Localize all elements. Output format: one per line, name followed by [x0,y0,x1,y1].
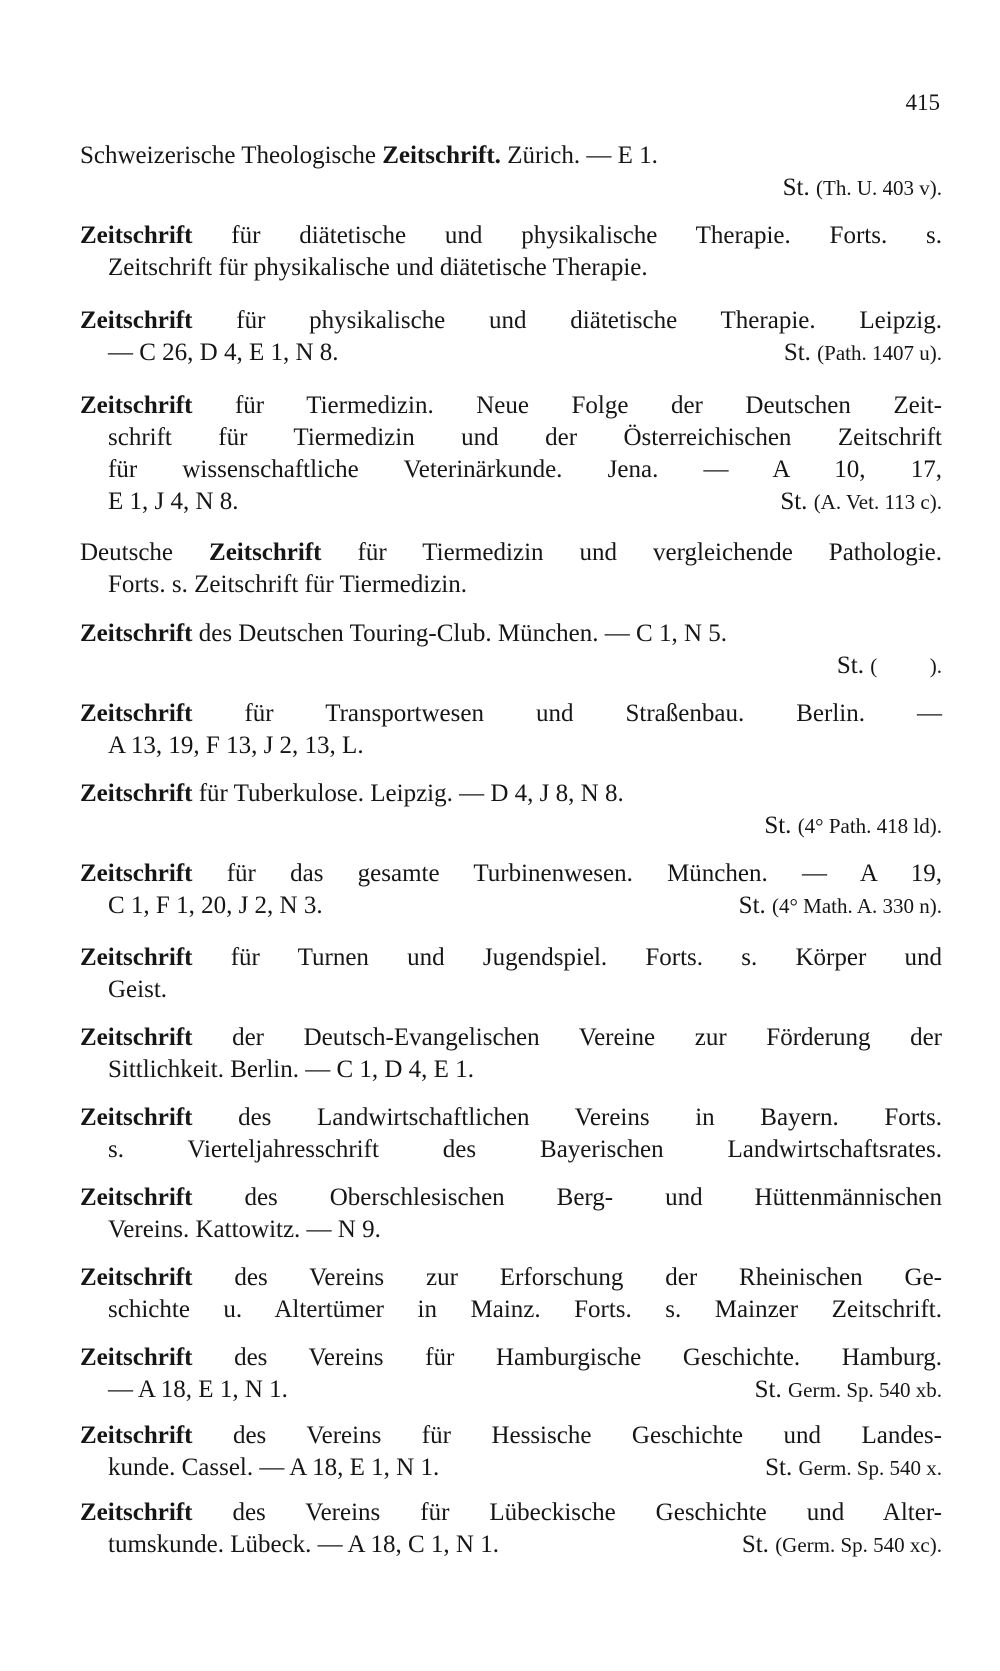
catalog-entry [80,618,942,682]
entry-holdings-line [80,1452,942,1484]
entry-continuation: A 13, 19, F 13, J 2, 13, L. [108,732,364,759]
shelfmark-prefix: St. [782,174,810,201]
entry-title-line [80,942,942,974]
entry-holdings-line [80,486,942,518]
shelfmark-prefix: St. [738,892,766,919]
entry-title-rest: des Oberschlesischen Berg- und Hüttenmännischen [192,1184,942,1211]
entry-keyword: Zeitschrift [209,539,322,566]
entry-title-line [80,537,942,569]
shelfmark: (4° Math. A. 330 n). [772,894,942,918]
catalog-entry [80,778,942,842]
entry-title-line [80,1102,942,1134]
catalog-entry [80,1420,942,1484]
shelfmark-group [780,486,942,518]
entry-continuation: Geist. [108,976,168,1003]
catalog-entry [80,1022,942,1086]
entry-continuation: schichte u. Altertümer in Mainz. Forts. s. Mainzer Zeitschrift. [108,1296,942,1323]
catalog-entry [80,1342,942,1406]
entry-title-line [80,1420,942,1452]
entry-title-rest: für Tuberkulose. Leipzig. — D 4, J 8, N 8. [192,780,624,807]
holdings-codes: kunde. Cassel. — A 18, E 1, N 1. [108,1454,440,1481]
entry-title-rest: für diätetische und physikalische Therapie. Forts. s. [192,222,942,249]
entry-title-line [80,778,942,810]
entry-title-line [80,1342,942,1374]
catalog-entry [80,1182,942,1246]
entry-title-line [80,618,942,650]
entry-title-rest: für das gesamte Turbinenwesen. München. — A 19, [192,860,942,887]
entry-continuation: Vereins. Kattowitz. — N 9. [108,1216,381,1243]
shelfmark: (Th. U. 403 v). [816,176,942,200]
shelfmark-prefix: St. [780,488,808,515]
entry-keyword: Zeitschrift [80,1024,193,1051]
entry-keyword: Zeitschrift [80,392,193,419]
catalog-entry [80,537,942,601]
holdings-codes: E 1, J 4, N 8. [108,488,239,515]
entry-keyword: Zeitschrift [80,1499,193,1526]
entry-keyword: Zeitschrift [80,1344,193,1371]
shelfmark-line [80,810,942,842]
shelfmark-prefix: St. [741,1531,769,1558]
holdings-codes: C 1, F 1, 20, J 2, N 3. [108,892,323,919]
holdings-codes: — C 26, D 4, E 1, N 8. [108,339,339,366]
catalog-entry [80,1262,942,1326]
entry-title-rest: des Vereins für Lübeckische Geschichte und Alter- [192,1499,942,1526]
entry-title-rest: des Deutschen Touring-Club. München. — C 1, N 5. [192,620,728,647]
entry-title-line [80,698,942,730]
entry-holdings-line [80,337,942,369]
shelfmark-group [739,890,942,922]
catalog-entry [80,698,942,762]
catalog-entry [80,220,942,284]
entry-holdings-line [80,1374,942,1406]
shelfmark: Germ. Sp. 540 xb. [788,1378,942,1402]
entry-title-rest: für Tiermedizin. Neue Folge der Deutschen Zeit- [192,392,942,419]
shelfmark-prefix: St. [836,652,864,679]
catalog-entry [80,1102,942,1166]
shelfmark: (Germ. Sp. 540 xc). [775,1533,942,1557]
entry-title-rest: des Vereins für Hamburgische Geschichte. Hamburg. [192,1344,942,1371]
entry-holdings-line [80,890,942,922]
entry-title-line [80,220,942,252]
shelfmark: ( ). [870,654,942,678]
entry-keyword: Zeitschrift [80,222,193,249]
entry-title-line [80,305,942,337]
entry-title-line [80,858,942,890]
entry-title-line [80,140,942,172]
shelfmark-prefix: St. [783,339,811,366]
entry-title-rest: Zürich. — E 1. [500,142,658,169]
entry-continuation: s. Vierteljahresschrift des Bayerischen Landwirtschaftsrates. [108,1136,942,1163]
shelfmark-prefix: St. [765,1454,793,1481]
entry-title-rest: des Vereins für Hessische Geschichte und Landes- [192,1422,942,1449]
shelfmark: (4° Path. 418 ld). [797,814,942,838]
shelfmark: (A. Vet. 113 c). [813,490,942,514]
shelfmark-group [765,1452,942,1484]
entry-keyword: Zeitschrift [80,780,193,807]
page-number: 415 [905,90,940,115]
shelfmark: (Path. 1407 u). [817,341,942,365]
entry-title-line [80,1022,942,1054]
entry-keyword: Zeitschrift [80,1184,193,1211]
entry-title-rest: für Turnen und Jugendspiel. Forts. s. Körper und [192,944,942,971]
shelfmark-prefix: St. [764,812,792,839]
shelfmark-line [80,650,942,682]
entry-keyword: Zeitschrift [80,1422,193,1449]
catalog-entry [80,942,942,1006]
entry-title-rest: der Deutsch-Evangelischen Vereine zur Förderung der [192,1024,942,1051]
shelfmark-group [784,337,942,369]
shelfmark-line [80,172,942,204]
catalog-entry [80,390,942,518]
entry-title-line [80,390,942,422]
entry-continuation: Zeitschrift für physikalische und diätetische Therapie. [108,254,648,281]
entry-title-rest: für physikalische und diätetische Therapie. Leipzig. [192,307,942,334]
entry-title-line [80,1182,942,1214]
catalog-entry [80,305,942,369]
catalog-entry [80,858,942,922]
entry-keyword: Zeitschrift [80,307,193,334]
entry-keyword: Zeitschrift [80,1104,193,1131]
entry-keyword: Zeitschrift [80,944,193,971]
entry-prefix: Deutsche [80,539,210,566]
shelfmark: Germ. Sp. 540 x. [798,1456,942,1480]
catalog-entry [80,1497,942,1561]
entry-continuation: für wissenschaftliche Veterinärkunde. Jena. — A 10, 17, [108,456,942,483]
shelfmark-prefix: St. [754,1376,782,1403]
catalog-entry [80,140,942,204]
entry-prefix: Schweizerische Theologische [80,142,383,169]
shelfmark-group [755,1374,942,1406]
entry-continuation: Sittlichkeit. Berlin. — C 1, D 4, E 1. [108,1056,474,1083]
holdings-codes: tumskunde. Lübeck. — A 18, C 1, N 1. [108,1531,499,1558]
entry-keyword: Zeitschrift [80,860,193,887]
shelfmark-group [742,1529,942,1561]
entry-title-line [80,1262,942,1294]
entry-title-rest: für Transportwesen und Straßenbau. Berlin. — [192,700,942,727]
entry-keyword: Zeitschrift [80,700,193,727]
entry-holdings-line [80,1529,942,1561]
entry-continuation: schrift für Tiermedizin und der Österreichischen Zeitschrift [108,424,942,451]
entry-title-rest: für Tiermedizin und vergleichende Pathologie. [321,539,942,566]
entry-title-rest: des Vereins zur Erforschung der Rheinischen Ge- [192,1264,942,1291]
entry-title-rest: des Landwirtschaftlichen Vereins in Bayern. Forts. [192,1104,942,1131]
entry-title-line [80,1497,942,1529]
entry-keyword: Zeitschrift. [382,142,501,169]
entry-continuation: Forts. s. Zeitschrift für Tiermedizin. [108,571,467,598]
entry-keyword: Zeitschrift [80,1264,193,1291]
entry-keyword: Zeitschrift [80,620,193,647]
holdings-codes: — A 18, E 1, N 1. [108,1376,288,1403]
